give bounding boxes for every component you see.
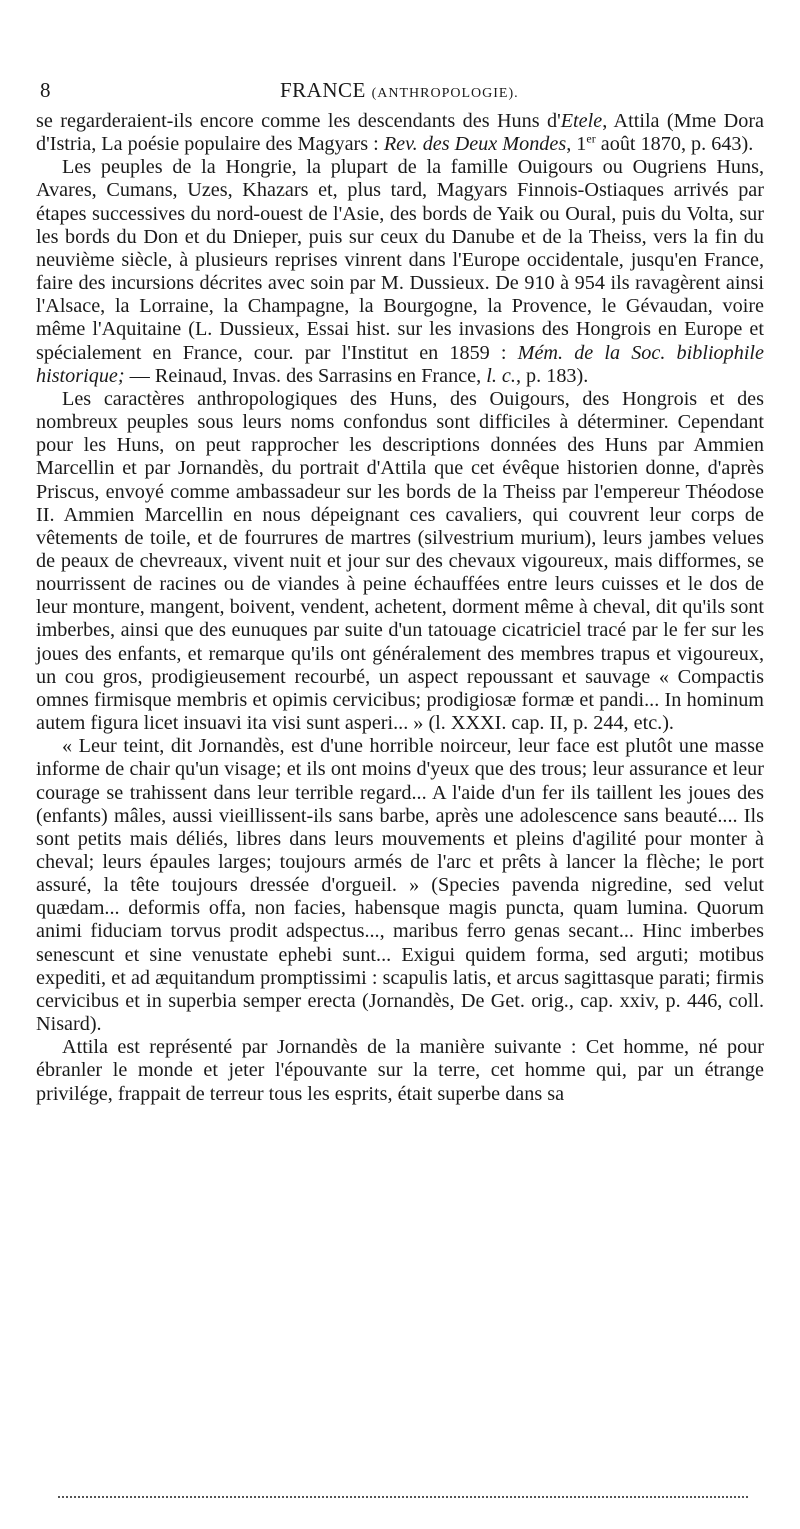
text-run: , 1 xyxy=(566,133,587,156)
paragraph xyxy=(36,1036,764,1105)
paragraph xyxy=(36,735,764,1036)
running-title-main: FRANCE xyxy=(280,78,366,102)
paragraph xyxy=(36,156,764,388)
paragraph xyxy=(36,388,764,735)
running-title-section: (ANTHROPOLOGIE). xyxy=(371,86,519,101)
text-run: se regarderaient-ils encore comme les descendants des Huns d' xyxy=(36,110,561,132)
italic-text: Etele xyxy=(560,110,603,132)
text-run: Les peuples de la Hongrie, la plupart de la famille Ouigours ou Ougriens Huns, Avares, Cumans, Uzes, Khazars et, plus tard, Magyars Finnois-Ostiaques arrivés par étapes successives du nord-ouest de l'Asie, des bords de Yaik ou Oural, puis du Volta, sur les bords du Don et du Dnieper, puis sur ceux du Danube et de la Theiss, vers la fin du neuvième siècle, à plusieurs reprises vinrent dans l'Europe occidentale, jusqu'en France, faire des incursions décrites avec soin par M. Dussieux. De 910 à 954 ils ravagèrent ainsi l'Alsace, la Lorraine, la Champagne, la Bourgogne, la Provence, le Gévaudan, voire même l'Aquitaine (L. Dussieux, Essai hist. sur les invasions des Hongrois en Europe et spécialement en France, cour. par l'Institut en 1859 : xyxy=(36,156,764,364)
footer-rule xyxy=(58,1496,748,1498)
text-run: août 1870, p. 643). xyxy=(595,133,754,156)
text-run: , p. 183). xyxy=(515,364,589,387)
superscript: er xyxy=(586,131,596,146)
page xyxy=(36,78,764,1106)
page-number: 8 xyxy=(40,78,51,102)
text-run: Attila est représenté par Jornandès de la manière suivante : Cet homme, né pour ébranler le monde et jeter l'épouvante sur la terre, cet homme qui, par un étrange privilége, frappait de terreur tous les esprits, était superbe dans sa xyxy=(36,1036,764,1105)
body-text xyxy=(36,110,764,1106)
italic-text: l. c. xyxy=(486,364,516,387)
text-run: — Reinaud, Invas. des Sarrasins en France, xyxy=(124,364,487,387)
running-title xyxy=(280,78,519,103)
running-header xyxy=(36,78,764,110)
text-run: « Leur teint, dit Jornandès, est d'une horrible noirceur, leur face est plutôt une masse informe de chair qu'un visage; et ils ont moins d'yeux que des trous; leur assurance et leur courage se trahissent dans leur terrible regard... A l'aide d'un fer ils taillent les joues des (enfants) mâles, aussi vieillissent-ils sans barbe, après une adolescence sans beauté.... Ils sont petits mais déliés, libres dans leurs mouvements et pleins d'agilité pour monter à cheval; leurs épaules larges; toujours armés de l'arc et prêts à lancer la flèche; le port assuré, la tête toujours dressée d'orgueil. » (Species pavenda nigredine, sed velut quædam... deformis offa, non facies, habensque magis puncta, quam lumina. Quorum animi fiduciam torvus prodit adspectus..., maribus ferro genas secant... Hinc imberbes senescunt et sine venustate ephebi sunt... Exigui quidem forma, sed arguti; motibus expediti, et ad æquitandum promptissimi : scapulis latis, et arcus sagittasque parati; firmis cervicibus et in superbia semper erecta (Jornandès, De Get. orig., cap. xxiv, p. 446, coll. Nisard). xyxy=(36,735,764,1036)
text-run: , Attila (Mme Dora d'Istria, La poésie populaire des Magyars : xyxy=(36,110,764,156)
text-run: Les caractères anthropologiques des Huns, des Ouigours, des Hongrois et des nombreux peuples sous leurs noms confondus sont difficiles à déterminer. Cependant pour les Huns, on peut rapprocher les descriptions données des Huns par Ammien Marcellin et par Jornandès, du portrait d'Attila que cet évêque historien donne, d'après Priscus, envoyé comme ambassadeur sur les bords de la Theiss par l'empereur Théodose II. Ammien Marcellin en nous dépeignant ces cavaliers, qui couvrent leur corps de vêtements de toile, et de fourrures de martres (silvestrium murium), leurs jambes velues de peaux de chevreaux, vivent nuit et jour sur des chevaux vigoureux, mais difformes, se nourrissent de racines ou de viandes à peine échauffées entre leurs cuisses et le dos de leur monture, mangent, boivent, vendent, achetent, dorment même à cheval, dit qu'ils sont imberbes, ainsi que des eunuques par suite d'un tatouage cicatriciel tracé par le fer sur les joues des enfants, et remarque qu'ils ont généralement des membres trapus et vigoureux, un cou gros, prodigieusement recourbé, un aspect repoussant et sauvage « Compactis omnes firmisque membris et opimis cervicibus; prodigiosæ formæ et pandi... In hominum autem figura licet insuavi ita visi sunt asperi... » (l. XXXI. cap. II, p. 244, etc.). xyxy=(36,387,764,735)
italic-text: Mém. de la Soc. bibliophile historique; xyxy=(36,341,765,387)
paragraph xyxy=(36,110,764,156)
italic-text: Rev. des Deux Mondes xyxy=(383,133,567,156)
